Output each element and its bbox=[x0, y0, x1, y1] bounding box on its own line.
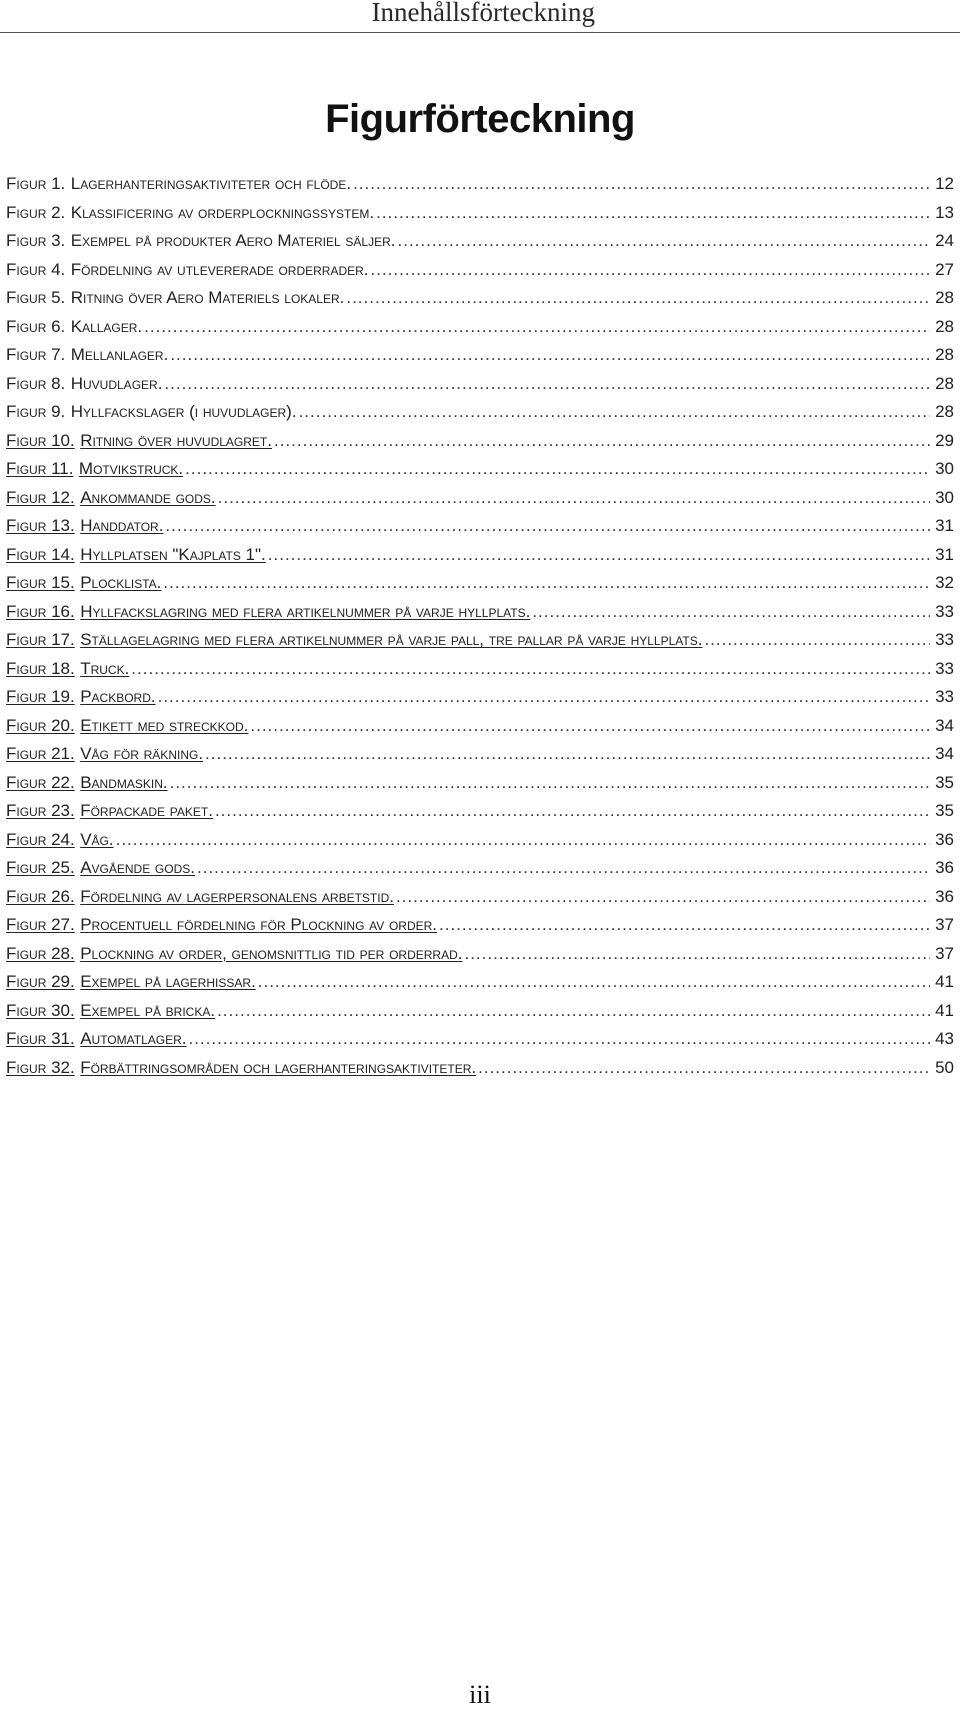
running-header-title: Innehållsförteckning bbox=[371, 0, 595, 27]
toc-entry[interactable] bbox=[6, 455, 954, 484]
figure-label: Figur 29. bbox=[6, 972, 75, 991]
toc-entry[interactable] bbox=[6, 1054, 954, 1083]
figure-caption: Ritning över huvudlagret. bbox=[80, 430, 272, 450]
toc-entry-text bbox=[6, 541, 266, 570]
figure-caption: Automatlager. bbox=[80, 1029, 187, 1048]
page-title: Figurförteckning bbox=[325, 96, 635, 141]
figure-label: Figur 30. bbox=[6, 1000, 75, 1020]
toc-entry-text bbox=[6, 284, 344, 313]
figure-label: Figur 9. bbox=[6, 402, 66, 421]
header-rule bbox=[0, 32, 960, 33]
toc-entry[interactable] bbox=[6, 683, 954, 712]
page-ref: 34 bbox=[935, 744, 954, 763]
figure-caption: Exempel på lagerhissar. bbox=[80, 972, 256, 991]
toc-entry[interactable] bbox=[6, 284, 954, 313]
toc-entry[interactable] bbox=[6, 740, 954, 769]
toc-entry-text bbox=[6, 313, 142, 342]
dot-leader bbox=[398, 227, 931, 256]
toc-entry-text bbox=[6, 569, 161, 598]
figure-label: Figur 12. bbox=[6, 487, 75, 507]
toc-entry[interactable] bbox=[6, 313, 954, 342]
figure-label: Figur 21. bbox=[6, 744, 75, 763]
page-ref: 29 bbox=[935, 430, 954, 450]
figure-caption: Avgående gods. bbox=[80, 858, 195, 877]
toc-entry[interactable] bbox=[6, 968, 954, 997]
figure-label: Figur 10. bbox=[6, 430, 75, 450]
toc-entry-text bbox=[6, 854, 195, 883]
page-ref: 50 bbox=[935, 1057, 954, 1077]
figure-label: Figur 23. bbox=[6, 801, 75, 820]
toc-entry-text bbox=[6, 883, 394, 912]
toc-entry[interactable] bbox=[6, 712, 954, 741]
page-number: iii bbox=[469, 1680, 491, 1709]
figure-caption: Ankommande gods. bbox=[80, 487, 216, 507]
dot-leader bbox=[299, 398, 930, 427]
figure-caption: Fördelning av lagerpersonalens arbetstid. bbox=[80, 886, 394, 906]
dot-leader bbox=[218, 484, 930, 513]
figure-label: Figur 25. bbox=[6, 858, 75, 877]
figure-list bbox=[6, 170, 954, 1082]
figure-caption: Plockning av order, genomsnittlig tid per orderrad. bbox=[80, 943, 463, 963]
toc-entry[interactable] bbox=[6, 598, 954, 627]
page-ref: 37 bbox=[935, 915, 954, 934]
dot-leader bbox=[268, 541, 930, 570]
page-ref: 12 bbox=[935, 174, 954, 193]
toc-entry[interactable] bbox=[6, 911, 954, 940]
figure-label: Figur 6. bbox=[6, 316, 66, 336]
dot-leader bbox=[396, 883, 930, 912]
toc-entry-text bbox=[6, 199, 374, 228]
page-ref: 33 bbox=[935, 601, 954, 621]
figure-caption: Ritning över Aero Materiels lokaler. bbox=[70, 288, 345, 307]
page-ref: 41 bbox=[935, 1000, 954, 1020]
toc-entry-text bbox=[6, 484, 216, 513]
toc-entry-text bbox=[6, 227, 396, 256]
figure-label: Figur 3. bbox=[6, 231, 66, 250]
toc-entry[interactable] bbox=[6, 626, 954, 655]
figure-caption: Etikett med streckkod. bbox=[80, 715, 249, 735]
dot-leader bbox=[158, 683, 930, 712]
dot-leader bbox=[353, 170, 930, 199]
toc-entry[interactable] bbox=[6, 1025, 954, 1054]
figure-label: Figur 2. bbox=[6, 202, 66, 222]
dot-leader bbox=[164, 370, 930, 399]
dot-leader bbox=[185, 455, 930, 484]
figure-caption: Kallager. bbox=[70, 316, 143, 336]
toc-entry[interactable] bbox=[6, 854, 954, 883]
toc-entry-text bbox=[6, 1054, 476, 1083]
dot-leader bbox=[258, 968, 930, 997]
dot-leader bbox=[439, 911, 930, 940]
page-ref: 33 bbox=[935, 687, 954, 706]
figure-label: Figur 16. bbox=[6, 601, 75, 621]
figure-caption: Våg för räkning. bbox=[80, 744, 204, 763]
figure-caption: Mellanlager. bbox=[70, 345, 169, 364]
page-ref: 13 bbox=[935, 202, 954, 222]
page-ref: 24 bbox=[935, 231, 954, 250]
page-ref: 28 bbox=[935, 373, 954, 393]
toc-entry[interactable] bbox=[6, 826, 954, 855]
toc-entry[interactable] bbox=[6, 541, 954, 570]
page-ref: 30 bbox=[935, 487, 954, 507]
toc-entry-text bbox=[6, 170, 351, 199]
toc-entry-text bbox=[6, 455, 183, 484]
figure-caption: Förbättringsområden och lagerhanteringsaktiviteter. bbox=[80, 1057, 477, 1077]
figure-caption: Hyllplatsen "Kajplats 1". bbox=[80, 544, 266, 564]
figure-caption: Procentuell fördelning för Plockning av order. bbox=[80, 915, 438, 934]
toc-entry-text bbox=[6, 683, 156, 712]
dot-leader bbox=[217, 997, 930, 1026]
page-ref: 27 bbox=[935, 259, 954, 279]
figure-label: Figur 7. bbox=[6, 345, 66, 364]
toc-entry-text bbox=[6, 598, 530, 627]
figure-label: Figur 18. bbox=[6, 658, 75, 678]
toc-entry[interactable] bbox=[6, 256, 954, 285]
figure-caption: Packbord. bbox=[80, 687, 156, 706]
toc-entry-text bbox=[6, 427, 272, 456]
figure-caption: Exempel på produkter Aero Materiel säljer. bbox=[70, 231, 396, 250]
figure-caption: Klassificering av orderplockningssystem. bbox=[70, 202, 375, 222]
dot-leader bbox=[215, 797, 930, 826]
dot-leader bbox=[170, 769, 930, 798]
figure-caption: Ställagelagring med flera artikelnummer på varje pall, tre pallar på varje hyllplats. bbox=[80, 630, 703, 649]
dot-leader bbox=[144, 313, 930, 342]
dot-leader bbox=[274, 427, 930, 456]
figure-caption: Våg. bbox=[80, 829, 114, 849]
page-ref: 33 bbox=[935, 630, 954, 649]
toc-entry-text bbox=[6, 512, 163, 541]
toc-entry-text bbox=[6, 940, 462, 969]
toc-entry[interactable] bbox=[6, 227, 954, 256]
dot-leader bbox=[704, 626, 930, 655]
toc-entry-text bbox=[6, 712, 248, 741]
figure-label: Figur 15. bbox=[6, 573, 75, 592]
figure-label: Figur 17. bbox=[6, 630, 75, 649]
figure-caption: Hyllfackslagring med flera artikelnummer på varje hyllplats. bbox=[80, 601, 531, 621]
toc-entry-text bbox=[6, 370, 162, 399]
figure-label: Figur 22. bbox=[6, 772, 75, 792]
toc-entry[interactable] bbox=[6, 370, 954, 399]
figure-label: Figur 4. bbox=[6, 259, 66, 279]
dot-leader bbox=[188, 1025, 930, 1054]
toc-entry[interactable] bbox=[6, 427, 954, 456]
figure-caption: Plocklista. bbox=[80, 573, 162, 592]
toc-entry-text bbox=[6, 968, 256, 997]
toc-entry-text bbox=[6, 256, 369, 285]
figure-caption: Hyllfackslager (i huvudlager). bbox=[70, 402, 297, 421]
toc-entry[interactable] bbox=[6, 769, 954, 798]
figure-label: Figur 28. bbox=[6, 943, 75, 963]
toc-entry-text bbox=[6, 740, 203, 769]
toc-entry-text bbox=[6, 797, 213, 826]
toc-entry-text bbox=[6, 1025, 186, 1054]
figure-label: Figur 8. bbox=[6, 373, 66, 393]
dot-leader bbox=[163, 569, 930, 598]
dot-leader bbox=[205, 740, 930, 769]
figure-caption: Huvudlager. bbox=[70, 373, 163, 393]
toc-entry[interactable] bbox=[6, 569, 954, 598]
page-ref: 36 bbox=[935, 886, 954, 906]
toc-entry-text bbox=[6, 826, 114, 855]
figure-label: Figur 19. bbox=[6, 687, 75, 706]
dot-leader bbox=[376, 199, 930, 228]
figure-label: Figur 20. bbox=[6, 715, 75, 735]
dot-leader bbox=[131, 655, 930, 684]
figure-label: Figur 11. bbox=[6, 459, 74, 478]
page-ref: 33 bbox=[935, 658, 954, 678]
figure-label: Figur 31. bbox=[6, 1029, 75, 1048]
toc-entry[interactable] bbox=[6, 341, 954, 370]
figure-caption: Truck. bbox=[80, 658, 130, 678]
page-ref: 35 bbox=[935, 801, 954, 820]
page-ref: 32 bbox=[935, 573, 954, 592]
toc-entry[interactable] bbox=[6, 199, 954, 228]
toc-entry[interactable] bbox=[6, 883, 954, 912]
page-ref: 36 bbox=[935, 858, 954, 877]
toc-entry-text bbox=[6, 341, 168, 370]
toc-entry[interactable] bbox=[6, 997, 954, 1026]
toc-entry-text bbox=[6, 398, 297, 427]
figure-label: Figur 14. bbox=[6, 544, 75, 564]
toc-entry-text bbox=[6, 911, 437, 940]
figure-caption: Fördelning av utlevererade orderrader. bbox=[70, 259, 369, 279]
page-ref: 35 bbox=[935, 772, 954, 792]
figure-label: Figur 32. bbox=[6, 1057, 75, 1077]
page-ref: 43 bbox=[935, 1029, 954, 1048]
toc-entry-text bbox=[6, 655, 129, 684]
dot-leader bbox=[532, 598, 930, 627]
toc-entry[interactable] bbox=[6, 170, 954, 199]
toc-entry[interactable] bbox=[6, 797, 954, 826]
figure-caption: Lagerhanteringsaktiviteter och flöde. bbox=[70, 174, 352, 193]
page-ref: 41 bbox=[935, 972, 954, 991]
page-ref: 37 bbox=[935, 943, 954, 963]
page-ref: 28 bbox=[935, 402, 954, 421]
page-ref: 30 bbox=[935, 459, 954, 478]
page-ref: 34 bbox=[935, 715, 954, 735]
toc-entry-text bbox=[6, 769, 168, 798]
figure-label: Figur 26. bbox=[6, 886, 75, 906]
figure-label: Figur 1. bbox=[6, 174, 66, 193]
figure-label: Figur 13. bbox=[6, 516, 75, 535]
dot-leader bbox=[464, 940, 930, 969]
figure-label: Figur 27. bbox=[6, 915, 75, 934]
figure-caption: Handdator. bbox=[80, 516, 164, 535]
page-ref: 28 bbox=[935, 288, 954, 307]
figure-label: Figur 5. bbox=[6, 288, 66, 307]
figure-caption: Bandmaskin. bbox=[80, 772, 168, 792]
dot-leader bbox=[346, 284, 930, 313]
dot-leader bbox=[170, 341, 930, 370]
figure-caption: Förpackade paket. bbox=[80, 801, 213, 820]
toc-entry[interactable] bbox=[6, 655, 954, 684]
toc-entry[interactable] bbox=[6, 512, 954, 541]
dot-leader bbox=[478, 1054, 930, 1083]
dot-leader bbox=[250, 712, 930, 741]
figure-caption: Exempel på bricka. bbox=[80, 1000, 216, 1020]
page-ref: 28 bbox=[935, 316, 954, 336]
toc-entry-text bbox=[6, 626, 702, 655]
toc-entry[interactable] bbox=[6, 940, 954, 969]
toc-entry[interactable] bbox=[6, 398, 954, 427]
dot-leader bbox=[197, 854, 930, 883]
page-ref: 31 bbox=[935, 516, 954, 535]
dot-leader bbox=[371, 256, 930, 285]
page-ref: 28 bbox=[935, 345, 954, 364]
dot-leader bbox=[116, 826, 930, 855]
page-ref: 36 bbox=[935, 829, 954, 849]
toc-entry-text bbox=[6, 997, 215, 1026]
figure-caption: Motvikstruck. bbox=[78, 459, 184, 478]
figure-label: Figur 24. bbox=[6, 829, 75, 849]
toc-entry[interactable] bbox=[6, 484, 954, 513]
dot-leader bbox=[165, 512, 930, 541]
page-ref: 31 bbox=[935, 544, 954, 564]
